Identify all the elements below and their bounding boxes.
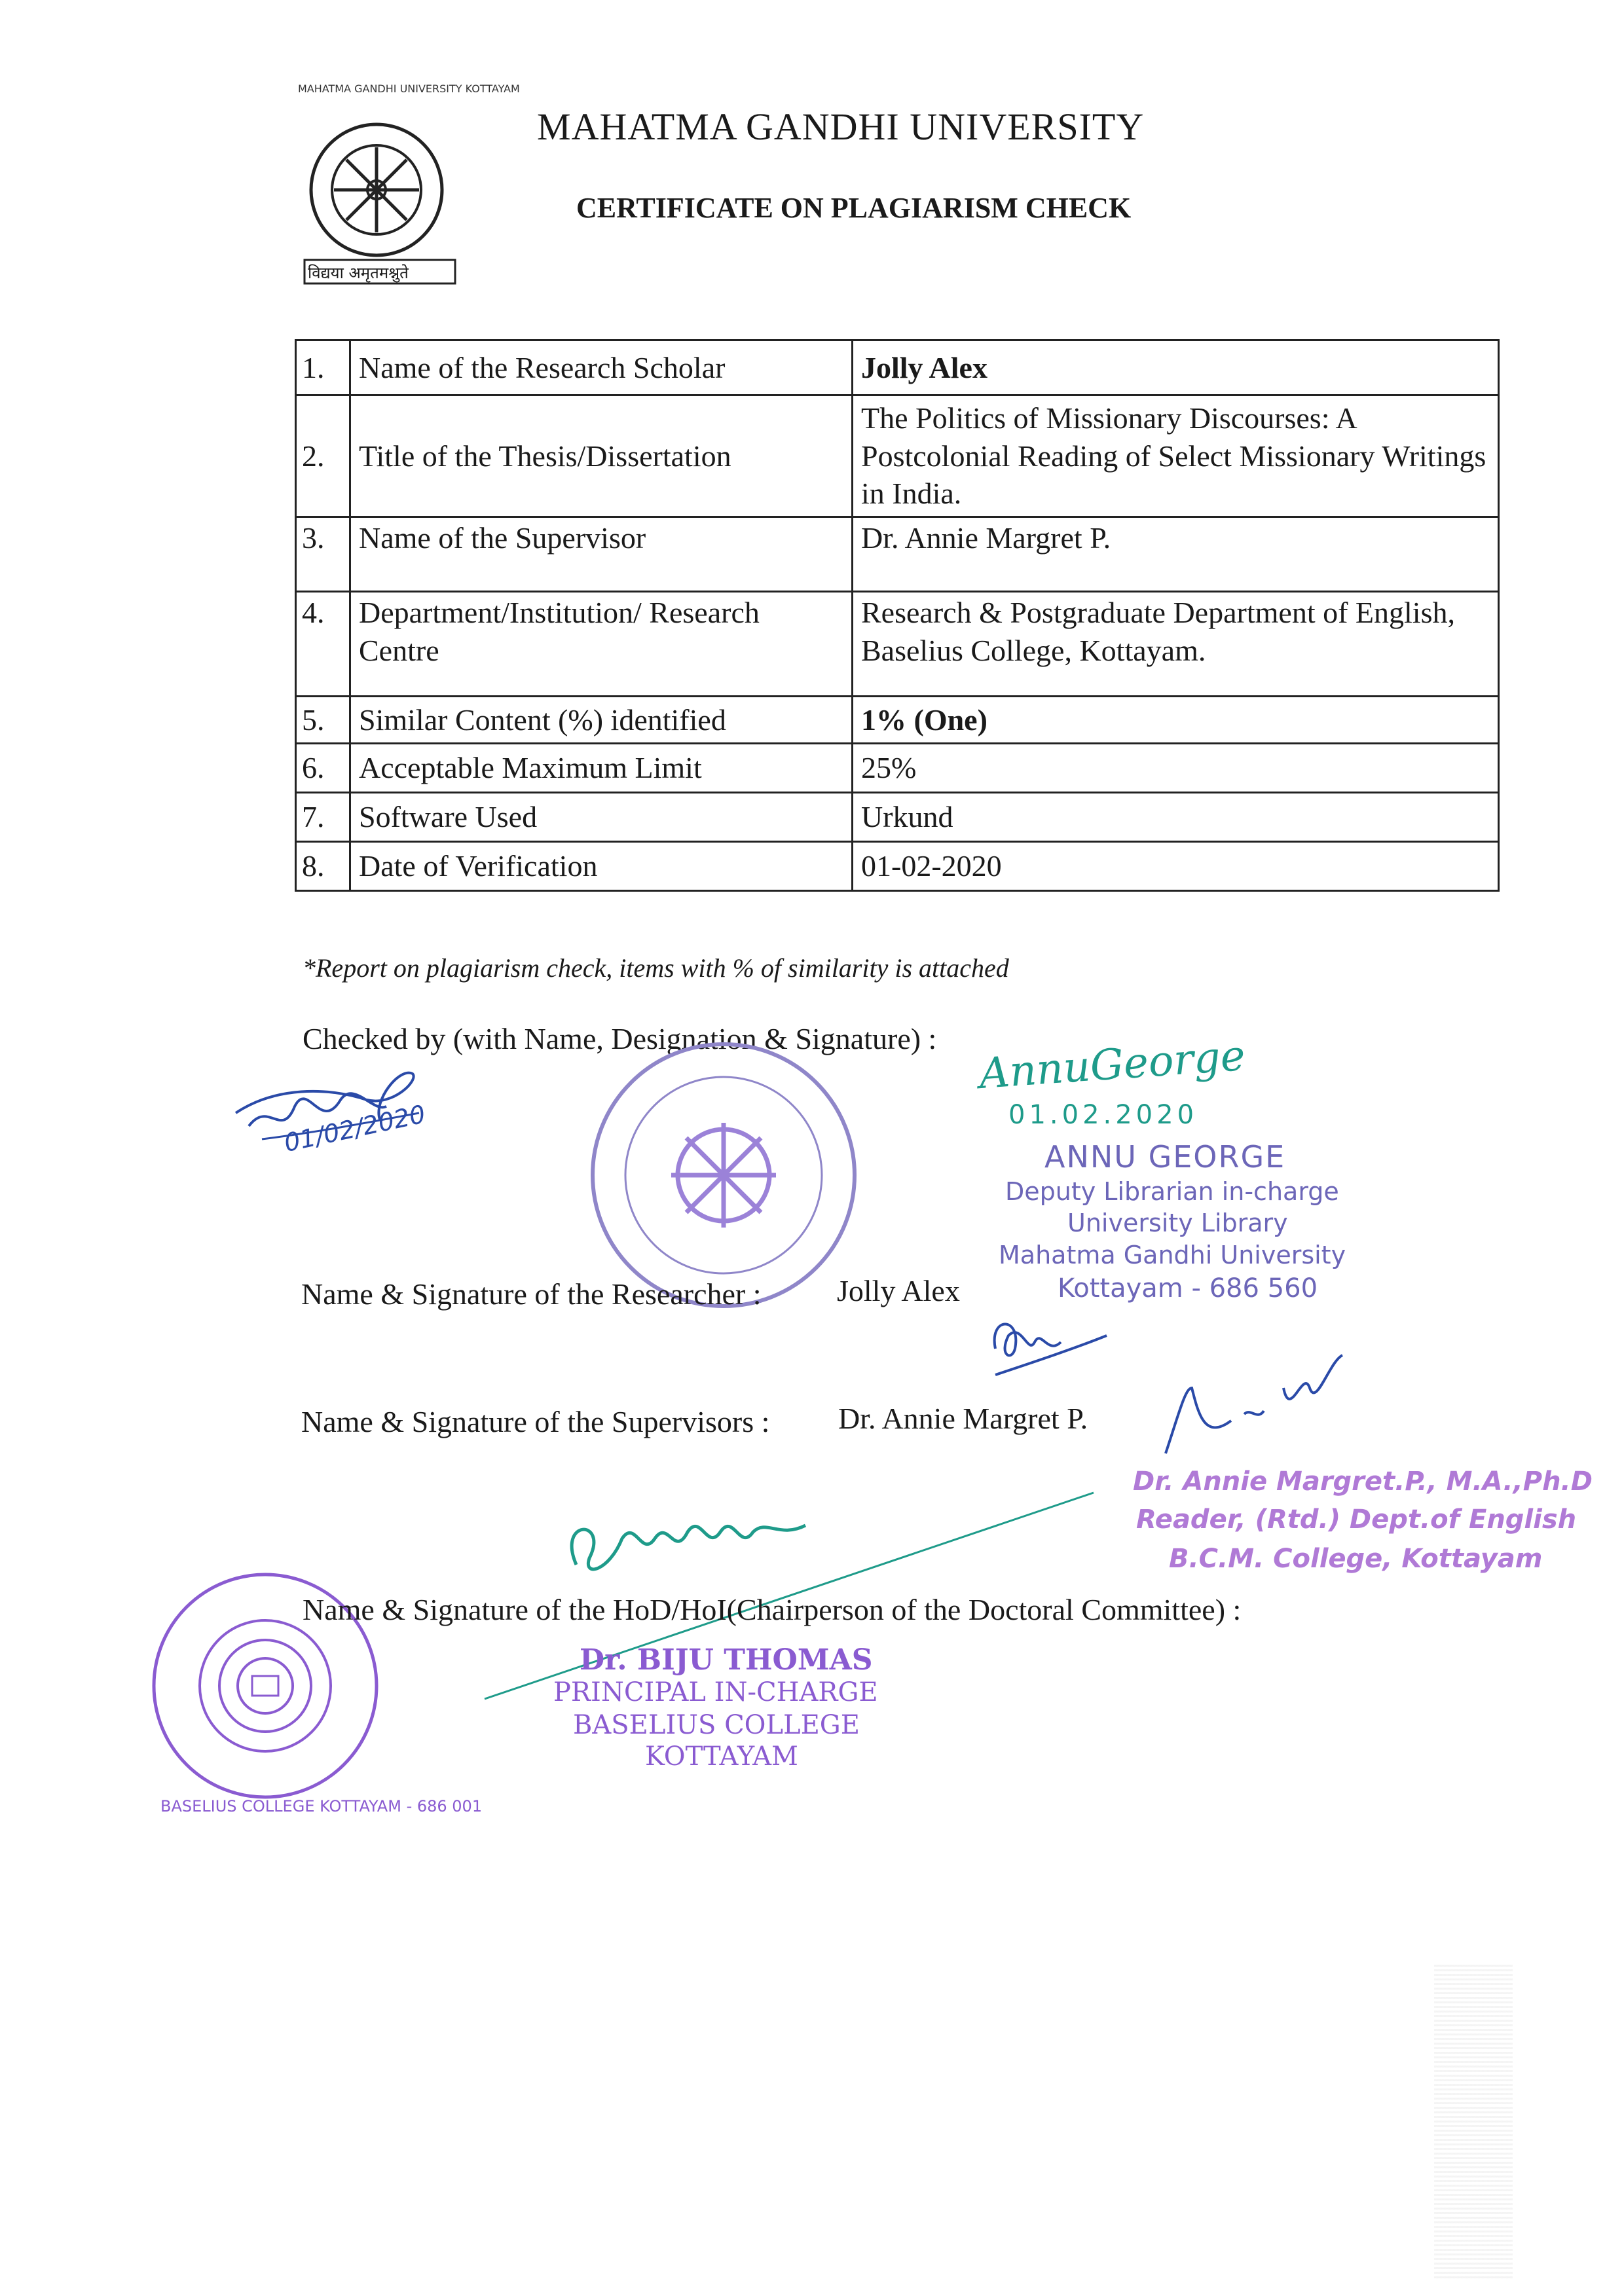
- row-label: Department/Institution/ Research Centre: [350, 592, 853, 697]
- stamp-line: University Library: [1067, 1209, 1288, 1237]
- department-value: Research & Postgraduate Department of English, Baselius College, Kottayam.: [853, 592, 1499, 697]
- librarian-signature: AnnuGeorge: [977, 1031, 1247, 1099]
- researcher-signature: [982, 1309, 1113, 1388]
- university-title: MAHATMA GANDHI UNIVERSITY: [537, 105, 1145, 148]
- table-row: [296, 793, 1499, 842]
- software-value: Urkund: [853, 793, 1499, 842]
- table-row: [296, 395, 1499, 517]
- limit-value: 25%: [853, 744, 1499, 793]
- supervisor-signature: [1153, 1349, 1375, 1460]
- table-row: [296, 744, 1499, 793]
- table-row: [296, 592, 1499, 697]
- stamp-line: ANNU GEORGE: [1044, 1139, 1286, 1175]
- librarian-signature-date: 01.02.2020: [1008, 1100, 1198, 1130]
- hod-label: Name & Signature of the HoD/HoI(Chairperson of the Doctoral Committee) :: [303, 1593, 1242, 1626]
- supervisor-value: Dr. Annie Margret P.: [853, 517, 1499, 592]
- row-number: 4.: [296, 592, 350, 697]
- stamp-line: PRINCIPAL IN-CHARGE: [553, 1677, 878, 1707]
- table-row: [296, 340, 1499, 395]
- table-row: [296, 697, 1499, 744]
- row-label: Similar Content (%) identified: [350, 697, 853, 744]
- stamp-line: Kottayam - 686 560: [1058, 1273, 1318, 1303]
- row-number: 5.: [296, 697, 350, 744]
- stamp-line: Dr. BIJU THOMAS: [580, 1643, 873, 1677]
- logo-ring-text: MAHATMA GANDHI UNIVERSITY KOTTAYAM: [298, 82, 520, 95]
- row-number: 2.: [296, 395, 350, 517]
- researcher-name: Jolly Alex: [837, 1274, 960, 1307]
- library-seal: [580, 1031, 868, 1319]
- stamp-line: Mahatma Gandhi University: [999, 1241, 1346, 1269]
- row-label: Date of Verification: [350, 842, 853, 891]
- researcher-label: Name & Signature of the Researcher :: [301, 1277, 762, 1311]
- scan-noise: [1434, 1964, 1513, 2278]
- checker-signature-date: 01/02/2020: [282, 1099, 428, 1158]
- row-label: Title of the Thesis/Dissertation: [350, 395, 853, 517]
- row-label: Acceptable Maximum Limit: [350, 744, 853, 793]
- row-number: 6.: [296, 744, 350, 793]
- logo-motto: विद्यया अमृतमश्नुते: [308, 264, 409, 282]
- similarity-value: 1% (One): [853, 697, 1499, 744]
- row-label: Name of the Research Scholar: [350, 340, 853, 395]
- row-label: Name of the Supervisor: [350, 517, 853, 592]
- date-value: 01-02-2020: [853, 842, 1499, 891]
- table-row: [296, 842, 1499, 891]
- report-note: *Report on plagiarism check, items with % of similarity is attached: [303, 953, 1009, 983]
- stamp-line: B.C.M. College, Kottayam: [1169, 1544, 1543, 1574]
- details-table: [295, 339, 1500, 892]
- supervisor-name: Dr. Annie Margret P.: [838, 1402, 1088, 1435]
- stamp-line: BASELIUS COLLEGE: [573, 1710, 860, 1740]
- stamp-line: Deputy Librarian in-charge: [1005, 1177, 1339, 1206]
- stamp-line: KOTTAYAM: [645, 1741, 798, 1772]
- row-number: 1.: [296, 340, 350, 395]
- row-number: 7.: [296, 793, 350, 842]
- checked-by-label: Checked by (with Name, Designation & Signature) :: [303, 1022, 937, 1055]
- row-label: Software Used: [350, 793, 853, 842]
- college-seal-text: BASELIUS COLLEGE KOTTAYAM - 686 001: [160, 1797, 483, 1815]
- stamp-line: Reader, (Rtd.) Dept.of English: [1136, 1504, 1577, 1535]
- certificate-title: CERTIFICATE ON PLAGIARISM CHECK: [576, 192, 1132, 224]
- table-row: [296, 517, 1499, 592]
- stamp-line: Dr. Annie Margret.P., M.A.,Ph.D: [1133, 1467, 1593, 1497]
- scholar-name-value: Jolly Alex: [853, 340, 1499, 395]
- row-number: 3.: [296, 517, 350, 592]
- supervisor-label: Name & Signature of the Supervisors :: [301, 1405, 770, 1438]
- row-number: 8.: [296, 842, 350, 891]
- thesis-title-value: The Politics of Missionary Discourses: A Postcolonial Reading of Select Missionary Writings in India.: [853, 395, 1499, 517]
